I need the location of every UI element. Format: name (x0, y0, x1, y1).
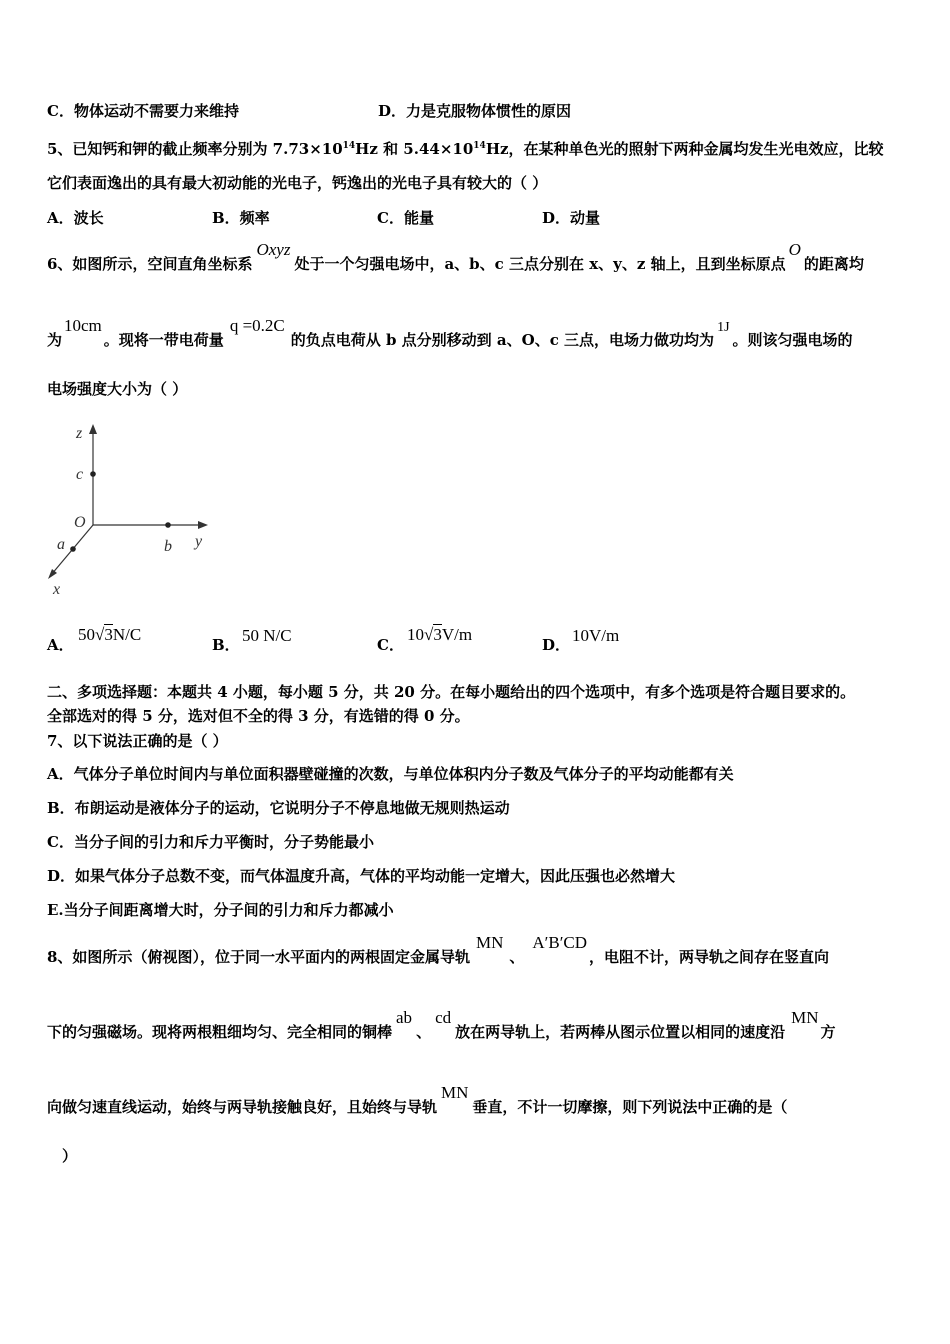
q6-option-a-label: A． (47, 636, 74, 654)
point-c (90, 471, 96, 477)
point-b (165, 522, 171, 528)
x-axis-arrow-icon (48, 569, 57, 579)
q8-stem-line2 (47, 1008, 836, 1042)
q8-text: 向做匀速直线运动，始终与两导轨接触良好，且始终与导轨 (47, 1098, 438, 1116)
q6-text: 为 (47, 331, 63, 349)
q6-stem-line2 (47, 316, 853, 352)
value-unit: V/m (441, 625, 473, 644)
q8-math-mn-2: MN (791, 1008, 819, 1027)
q8-text: 8、如图所示（俯视图），位于同一水平面内的两根固定金属导轨 (47, 948, 470, 966)
q8-text: 、 (509, 948, 525, 966)
q7-stem: 7、以下说法正确的是（ ） (47, 732, 228, 750)
q6-option-c-value (407, 625, 472, 645)
q4-option-c: C．物体运动不需要力来维持 (47, 102, 239, 120)
q6-math-distance: 10cm (64, 316, 102, 335)
q5-option-d: D．动量 (542, 209, 601, 227)
q5-text-b: Hz 和 5.44×10 (355, 140, 474, 158)
q8-stem-line4: ） (62, 1147, 78, 1165)
q8-text: ，电阻不计，两导轨之间存在竖直向 (589, 948, 830, 966)
q5-text-a: 5、已知钙和钾的截止频率分别为 7.73×10 (47, 140, 343, 158)
q8-text: 方 (820, 1023, 836, 1041)
q5-text-c: Hz，在某种单色光的照射下两种金属均发生光电效应，比较 (485, 140, 884, 158)
q8-text: 垂直，不计一切摩擦，则下列说法中正确的是（ (472, 1098, 788, 1116)
q6-coordinate-figure (40, 420, 220, 610)
q7-option-d: D．如果气体分子总数不变，而气体温度升高，气体的平均动能一定增大，因此压强也必然增大 (47, 867, 676, 885)
q4-option-d: D．力是克服物体惯性的原因 (378, 102, 572, 120)
sqrt-icon: √ (424, 625, 434, 644)
point-a (70, 546, 76, 552)
value-coefficient: 50 (78, 625, 95, 644)
label-x: x (53, 581, 61, 598)
q6-text: 。现将一带电荷量 (103, 331, 224, 349)
y-axis-arrow-icon (198, 521, 208, 529)
section2-heading-line1: 二、多项选择题：本题共 4 小题，每小题 5 分，共 20 分。在每小题给出的四个选项中，有多个选项是符合题目要求的。 (47, 683, 856, 701)
sqrt-icon: √ (95, 625, 105, 644)
q7-option-c: C．当分子间的引力和斥力平衡时，分子势能最小 (47, 833, 374, 851)
label-c: c (76, 466, 84, 483)
value-radicand: 3 (433, 625, 442, 644)
z-axis-arrow-icon (89, 424, 97, 434)
q6-text: a、b、c 三点分别在 x、y、z 轴上，且到坐标原点 (444, 255, 786, 273)
q5-exp-2: 14 (473, 141, 486, 151)
q5-option-b: B．频率 (212, 209, 270, 227)
q6-text: 处于一个匀强电场中， (294, 255, 445, 273)
q8-text: 放在两导轨上，若两棒从图示位置以相同的速度沿 (455, 1023, 786, 1041)
value-unit: N/C (112, 625, 142, 644)
q7-option-e: E.当分子间距离增大时，分子间的引力和斥力都减小 (47, 901, 394, 919)
label-z: z (76, 425, 83, 442)
section2-heading-line2: 全部选对的得 5 分，选对但不全的得 3 分，有选错的得 0 分。 (47, 707, 470, 725)
q5-option-c: C．能量 (377, 209, 434, 227)
q7-option-b: B．布朗运动是液体分子的运动，它说明分子不停息地做无规则热运动 (47, 799, 510, 817)
q5-stem-line2: 它们表面逸出的具有最大初动能的光电子，钙逸出的光电子具有较大的（ ） (47, 174, 548, 192)
q5-stem-line1 (47, 136, 884, 159)
q6-text: 的负点电荷从 b 点分别移动到 a、O、c 三点，电场力做功均为 (290, 331, 715, 349)
label-b: b (164, 538, 172, 555)
q6-text: 。则该匀强电场的 (732, 331, 853, 349)
q8-text: 下的匀强磁场。现将两根粗细均匀、完全相同的铜棒 (47, 1023, 393, 1041)
q8-text: 、 (416, 1023, 432, 1041)
q6-option-d-label: D． (542, 636, 571, 654)
q6-stem-line1 (47, 240, 864, 274)
q5-exp-1: 14 (342, 141, 356, 151)
q6-stem-line3: 电场强度大小为（ ） (47, 380, 188, 398)
q8-math-mn: MN (475, 933, 504, 952)
q8-stem-line1 (47, 933, 830, 967)
q8-math-ab: ab (396, 1008, 413, 1027)
q8-math-abcd: A′B′CD (532, 933, 588, 952)
q6-text: 6、如图所示，空间直角坐标系 (47, 255, 253, 273)
q8-stem-line3 (47, 1083, 788, 1117)
q6-option-b-label: B． (212, 636, 240, 654)
q6-option-a-value (78, 625, 141, 645)
q6-text: 的距离均 (803, 255, 864, 273)
q5-option-a: A．波长 (47, 209, 104, 227)
q6-math-o: O (788, 240, 801, 259)
q7-option-a: A．气体分子单位时间内与单位面积器壁碰撞的次数，与单位体积内分子数及气体分子的平均动能都有关 (47, 765, 734, 783)
q6-option-c-label: C． (377, 636, 404, 654)
label-y: y (195, 533, 203, 550)
value-radicand: 3 (104, 625, 113, 644)
q8-math-cd: cd (435, 1008, 452, 1027)
label-o: O (74, 514, 86, 531)
q6-option-b-value: 50 N/C (242, 626, 292, 645)
label-a: a (57, 536, 65, 553)
q8-math-mn-3: MN (441, 1083, 469, 1102)
q6-math-charge: q =0.2C (229, 316, 285, 335)
q6-math-oxyz: Oxyz (256, 240, 291, 259)
q6-math-work: 1J (717, 320, 730, 335)
q6-option-d-value: 10V/m (572, 626, 620, 645)
value-coefficient: 10 (407, 625, 424, 644)
